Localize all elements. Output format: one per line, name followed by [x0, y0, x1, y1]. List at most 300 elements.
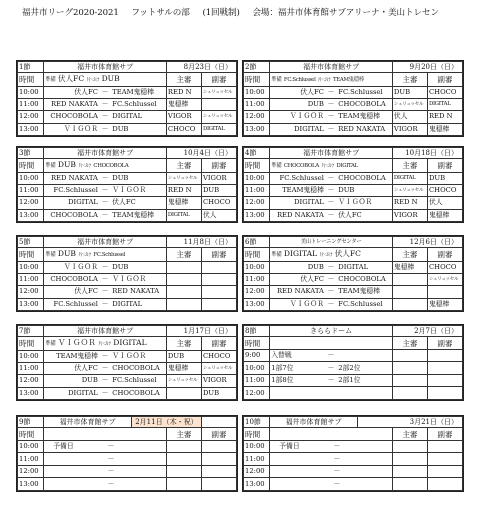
match-cell	[44, 184, 167, 196]
match-time: 12:00	[18, 197, 44, 209]
home-team: FC.Schlussel	[53, 186, 98, 195]
sub-referee-team: DIGITAL	[201, 123, 236, 135]
match-cell	[270, 478, 393, 491]
match-label: 1部8位	[271, 376, 294, 385]
prep-cell	[270, 248, 393, 261]
match-cell	[44, 261, 167, 273]
kataduke-team: CHOCOBOLA	[93, 162, 129, 169]
sub-referee-header: 副審	[427, 337, 462, 350]
prep-label: 準備	[271, 251, 282, 258]
match-time: 13:00	[18, 298, 44, 310]
match-cell	[44, 375, 167, 387]
match-cell	[44, 111, 167, 123]
referee-team: シュリュッセル	[166, 375, 201, 387]
time-header: 時間	[18, 428, 44, 441]
kataduke-label: 片づけ	[98, 341, 111, 347]
sub-referee-header: 副審	[201, 337, 236, 350]
match-cell	[44, 478, 167, 491]
versus-dash: －	[327, 112, 335, 121]
sub-referee-team	[427, 374, 462, 387]
referee-team: VIGOR	[392, 209, 427, 221]
away-team: RED NAKATA	[338, 124, 386, 133]
round-block-10	[242, 415, 464, 492]
referee-team	[392, 298, 427, 310]
sub-referee-header: 副審	[427, 73, 462, 86]
sub-referee-team: VIGOR	[201, 172, 236, 184]
versus-dash: －	[101, 198, 109, 207]
match-time: 11:00	[18, 273, 44, 285]
away-team: RED NAKATA	[112, 287, 160, 296]
home-team: 伏人FC	[300, 275, 324, 284]
home-team: DIGITAL	[68, 388, 98, 397]
kataduke-team: 伏人FC	[334, 248, 361, 258]
match-cell	[270, 453, 393, 466]
versus-dash: －	[101, 112, 109, 121]
round-date: 10月4日（日）	[166, 148, 236, 159]
match-time: 11:00	[18, 453, 44, 466]
referee-header: 主審	[392, 159, 427, 172]
sub-referee-team: DUB	[201, 387, 236, 399]
match-time: 13:00	[18, 123, 44, 135]
referee-header: 主審	[392, 248, 427, 261]
versus-dash: －	[101, 299, 109, 308]
match-time: 13:00	[244, 209, 270, 221]
referee-header: 主審	[166, 73, 201, 86]
prep-team: DUB	[57, 159, 76, 169]
sub-referee-team: 鬼穏棒	[427, 298, 462, 310]
schedule-table	[17, 147, 237, 222]
match-cell	[270, 273, 393, 285]
referee-team	[392, 374, 427, 387]
schedule-table	[243, 236, 463, 311]
prep-label: 準備	[45, 76, 56, 83]
venue-label: 会場：福井市体育館サブアリーナ・美山トレセン	[252, 8, 439, 18]
match-time: 12:00	[244, 387, 270, 400]
versus-dash: －	[333, 479, 341, 488]
home-team: 伏人FC	[300, 87, 324, 96]
versus-dash: －	[107, 454, 115, 463]
match-cell	[44, 387, 167, 399]
round-number: 6節	[244, 237, 270, 248]
match-time: 13:00	[244, 298, 270, 310]
referee-team	[166, 298, 201, 310]
schedule-table	[17, 236, 237, 311]
prep-cell	[270, 428, 393, 441]
match-time: 11:00	[18, 98, 44, 110]
kataduke-label: 片づけ	[321, 163, 334, 169]
round-venue: きららドーム	[270, 326, 393, 337]
round-number: 8節	[244, 326, 270, 337]
time-header: 時間	[18, 337, 44, 350]
versus-dash: －	[101, 275, 109, 284]
match-cell	[44, 123, 167, 135]
match-label: 予備日	[53, 442, 74, 451]
match-cell	[44, 362, 167, 374]
round-date: 3月21日（日）	[357, 417, 462, 428]
versus-dash: －	[327, 262, 335, 271]
prep-cell	[44, 337, 167, 350]
kataduke-team: DUB	[101, 73, 120, 83]
match-time: 13:00	[18, 478, 44, 491]
prep-team: FC.Schlussel	[283, 76, 316, 83]
away-team: FC.Schlussel	[112, 376, 157, 385]
away-team: FC.Schlussel	[338, 87, 383, 96]
match-time: 11:00	[244, 98, 270, 110]
home-team: CHOCOBOLA	[50, 112, 98, 121]
versus-dash: －	[327, 173, 335, 182]
match-cell	[44, 350, 167, 362]
referee-team	[392, 286, 427, 298]
match-label-2: 2部1位	[338, 376, 361, 385]
match-cell	[44, 298, 167, 310]
match-time: 10:00	[18, 261, 44, 273]
sub-referee-team	[201, 286, 236, 298]
round-venue: 福井市体育館サブ	[270, 148, 393, 159]
sub-referee-header: 副審	[201, 159, 236, 172]
versus-dash: －	[101, 210, 109, 219]
round-venue: 福井市体育館サブ	[44, 62, 167, 73]
prep-cell	[44, 428, 167, 441]
round-block-3	[16, 146, 238, 223]
kataduke-team: DIGITAL	[113, 337, 147, 347]
kataduke-label: 片づけ	[319, 252, 333, 258]
home-team: 伏人FC	[74, 87, 98, 96]
schedule-table	[243, 416, 463, 491]
match-time: 11:00	[244, 453, 270, 466]
match-time: 10:00	[244, 362, 270, 375]
home-team: RED NAKATA	[50, 100, 98, 109]
home-team: RED NAKATA	[276, 287, 324, 296]
versus-dash: －	[107, 479, 115, 488]
match-cell	[270, 98, 393, 110]
home-team: TEAM鬼穏棒	[56, 351, 98, 360]
match-cell	[44, 197, 167, 209]
kataduke-label: 片づけ	[317, 77, 331, 83]
versus-dash: －	[107, 467, 115, 476]
away-team: ＶＩＧＯＲ	[112, 351, 147, 360]
prep-label: 準備	[45, 340, 56, 347]
versus-dash: －	[333, 467, 341, 476]
versus-dash: －	[333, 442, 341, 451]
round-number: 2節	[244, 62, 270, 73]
referee-team: 伏人	[392, 111, 427, 123]
league-name: 福井市リーグ2020-2021	[22, 8, 119, 18]
sub-referee-team	[201, 261, 236, 273]
sub-referee-header: 副審	[201, 73, 236, 86]
home-team: DIGITAL	[294, 198, 324, 207]
referee-team: 鬼穏棒	[166, 197, 201, 209]
sub-referee-team: RED N	[427, 111, 462, 123]
referee-team	[166, 387, 201, 399]
prep-label: 準備	[45, 162, 56, 169]
round-date: 1月17日（日）	[166, 326, 236, 337]
match-time: 10:00	[18, 350, 44, 362]
prep-label: 準備	[271, 162, 282, 169]
match-time: 12:00	[18, 375, 44, 387]
match-cell	[44, 465, 167, 478]
versus-dash: －	[327, 287, 335, 296]
match-time: 12:00	[244, 111, 270, 123]
prep-cell	[44, 248, 167, 261]
away-team: TEAM鬼穏棒	[338, 112, 381, 121]
versus-dash: －	[101, 100, 109, 109]
referee-header: 主審	[166, 248, 201, 261]
prep-cell	[44, 73, 167, 86]
home-team: DUB	[81, 376, 98, 385]
away-team: DUB	[112, 124, 129, 133]
match-cell	[270, 349, 393, 362]
kataduke-team: TEAM鬼穏棒	[332, 76, 364, 83]
match-time: 11:00	[244, 184, 270, 196]
schedule-table	[243, 325, 463, 400]
sub-referee-header: 副審	[427, 428, 462, 441]
referee-team: シュリュッセル	[392, 98, 427, 110]
round-date: 9月20日（日）	[392, 62, 462, 73]
sub-referee-team: 鬼穏棒	[427, 123, 462, 135]
away-team: DIGITAL	[112, 112, 143, 121]
sub-referee-header: 副審	[201, 248, 236, 261]
kataduke-label: 片づけ	[78, 252, 91, 258]
schedule-table	[17, 416, 237, 491]
time-header: 時間	[18, 248, 44, 261]
referee-team: DIGITAL	[392, 172, 427, 184]
match-label: 1部7位	[271, 363, 294, 372]
versus-dash: －	[327, 351, 335, 360]
versus-dash: －	[101, 351, 109, 360]
home-team: DUB	[307, 100, 324, 109]
match-cell	[270, 197, 393, 209]
schedule-table	[243, 61, 463, 136]
match-time: 11:00	[18, 184, 44, 196]
match-time: 10:00	[18, 172, 44, 184]
referee-team: RED N	[392, 197, 427, 209]
time-header: 時間	[18, 159, 44, 172]
match-time: 12:00	[244, 197, 270, 209]
time-header: 時間	[18, 73, 44, 86]
sub-referee-team	[201, 273, 236, 285]
home-team: FC.Schlussel	[53, 299, 98, 308]
match-cell	[270, 374, 393, 387]
prep-team: DIGITAL	[283, 248, 318, 258]
match-time: 10:00	[244, 440, 270, 453]
home-team: CHOCOBOLA	[50, 210, 98, 219]
round-number: 5節	[18, 237, 44, 248]
prep-cell	[44, 159, 167, 172]
referee-team	[392, 362, 427, 375]
round-block-2	[242, 60, 464, 137]
home-team: ＶＩＧＯＲ	[63, 262, 98, 271]
event-name: フットサルの部	[131, 8, 190, 18]
match-cell	[44, 209, 167, 221]
sub-referee-header: 副審	[201, 428, 236, 441]
away-team: ＶＩＧＯＲ	[112, 275, 147, 284]
schedule-table	[243, 147, 463, 222]
match-cell	[270, 184, 393, 196]
sub-referee-team: CHOCO	[201, 350, 236, 362]
round-venue: 福井市体育館サブ	[44, 237, 167, 248]
round-venue: 福井市体育館サブ	[44, 417, 132, 428]
prep-cell	[270, 337, 393, 350]
match-time: 13:00	[18, 209, 44, 221]
referee-team: CHOCO	[166, 123, 201, 135]
versus-dash: －	[101, 287, 109, 296]
home-team: 伏人FC	[74, 287, 98, 296]
round-number: 9節	[18, 417, 44, 428]
round-block-7	[16, 324, 238, 401]
away-team: FC.Schlussel	[338, 299, 383, 308]
away-team: CHOCOBOLA	[338, 173, 386, 182]
versus-dash: －	[327, 124, 335, 133]
away-team: TEAM鬼穏棒	[338, 287, 381, 296]
sub-referee-team: シュリュッセル	[201, 362, 236, 374]
round-number: 1節	[18, 62, 44, 73]
versus-dash: －	[327, 87, 335, 96]
away-team: DIGITAL	[338, 262, 369, 271]
sub-referee-team	[427, 387, 462, 400]
home-team: 伏人FC	[74, 364, 98, 373]
match-time: 10:00	[18, 86, 44, 98]
match-time: 13:00	[18, 387, 44, 399]
match-cell	[44, 286, 167, 298]
round-block-6	[242, 235, 464, 312]
away-team: DUB	[112, 173, 129, 182]
round-block-4	[242, 146, 464, 223]
match-time: 11:00	[18, 362, 44, 374]
versus-dash: －	[101, 124, 109, 133]
match-time: 11:00	[244, 273, 270, 285]
versus-dash: －	[101, 364, 109, 373]
sub-referee-team	[201, 298, 236, 310]
round-block-5	[16, 235, 238, 312]
referee-header: 主審	[392, 73, 427, 86]
time-header: 時間	[244, 159, 270, 172]
prep-label: 準備	[45, 251, 56, 258]
match-label-2: 2部2位	[338, 363, 361, 372]
referee-team	[392, 349, 427, 362]
versus-dash: －	[101, 186, 109, 195]
time-header: 時間	[244, 428, 270, 441]
sub-referee-team	[427, 362, 462, 375]
sub-referee-team: 伏人	[201, 209, 236, 221]
home-team: FC.Schlussel	[279, 173, 324, 182]
home-team: ＶＩＧＯＲ	[63, 124, 98, 133]
referee-team: DIGITAL	[166, 209, 201, 221]
sub-referee-team: シュリュッセル	[201, 111, 236, 123]
time-header: 時間	[244, 337, 270, 350]
referee-header: 主審	[166, 159, 201, 172]
referee-team: 鬼穏棒	[392, 261, 427, 273]
referee-team: 鬼穏棒	[166, 362, 201, 374]
round-block-8	[242, 324, 464, 401]
round-venue: 福井市体育館サブ	[270, 417, 358, 428]
sub-referee-team: DIGITAL	[427, 98, 462, 110]
away-team: ＶＩＧＯＲ	[112, 186, 147, 195]
away-team: CHOCOBOLA	[112, 388, 160, 397]
round-venue: 福井市体育館サブ	[44, 148, 167, 159]
home-team: RED NAKATA	[276, 210, 324, 219]
time-header: 時間	[244, 248, 270, 261]
referee-header: 主審	[392, 337, 427, 350]
format-label: (1回戦制)	[202, 8, 240, 18]
home-team: DUB	[307, 262, 324, 271]
sub-referee-team: CHOCO	[427, 261, 462, 273]
match-cell	[270, 123, 393, 135]
prep-cell	[270, 159, 393, 172]
versus-dash: －	[327, 100, 335, 109]
away-team: DUB	[338, 186, 355, 195]
sub-referee-team: DUB	[201, 184, 236, 196]
match-label: 予備日	[279, 442, 300, 451]
referee-team: シュリュッセル	[392, 184, 427, 196]
referee-team: RED N	[166, 86, 201, 98]
home-team: DIGITAL	[68, 198, 98, 207]
referee-team: DUB	[392, 86, 427, 98]
home-team: CHOCOBOLA	[50, 275, 98, 284]
referee-header: 主審	[166, 428, 201, 441]
home-team: RED NAKATA	[50, 173, 98, 182]
sub-referee-team	[427, 349, 462, 362]
document-title	[22, 6, 472, 20]
versus-dash: －	[327, 275, 335, 284]
sub-referee-team: 伏人	[427, 197, 462, 209]
versus-dash: －	[333, 454, 341, 463]
versus-dash: －	[101, 87, 109, 96]
sub-referee-team: CHOCO	[427, 86, 462, 98]
referee-team	[392, 387, 427, 400]
schedule-table	[17, 61, 237, 136]
round-block-1	[16, 60, 238, 137]
match-cell	[270, 465, 393, 478]
away-team: CHOCOBOLA	[338, 275, 386, 284]
schedule-table	[17, 325, 237, 400]
round-block-9	[16, 415, 238, 492]
away-team: DIGITAL	[112, 299, 143, 308]
versus-dash: －	[101, 173, 109, 182]
referee-team	[166, 286, 201, 298]
prep-team: DUB	[57, 248, 76, 258]
match-time: 9:00	[244, 349, 270, 362]
kataduke-team: FC.Schlussel	[93, 251, 126, 258]
versus-dash: －	[101, 388, 109, 397]
referee-team: VIGOR	[166, 111, 201, 123]
versus-dash: －	[327, 299, 335, 308]
match-time: 13:00	[244, 123, 270, 135]
sub-referee-team: 鬼穏棒	[427, 209, 462, 221]
away-team: CHOCOBOLA	[112, 364, 160, 373]
match-cell	[270, 86, 393, 98]
sub-referee-team: シュリュッセル	[201, 86, 236, 98]
sub-referee-team: CHOCO	[201, 197, 236, 209]
round-date: 12月6日（日）	[392, 237, 462, 248]
versus-dash: －	[327, 198, 335, 207]
versus-dash: －	[101, 262, 109, 271]
away-team: 伏人FC	[112, 198, 136, 207]
away-team: 伏人FC	[338, 210, 362, 219]
match-cell	[270, 387, 393, 400]
match-time: 11:00	[244, 374, 270, 387]
match-time: 12:00	[244, 286, 270, 298]
sub-referee-team: シュリュッセル	[427, 273, 462, 285]
referee-team: 鬼穏棒	[166, 98, 201, 110]
versus-dash: －	[327, 186, 335, 195]
match-cell	[270, 298, 393, 310]
versus-dash: －	[327, 376, 335, 385]
referee-team: DUB	[166, 350, 201, 362]
round-date: 2月7日（日）	[392, 326, 462, 337]
referee-team	[392, 273, 427, 285]
away-team: DUB	[112, 262, 129, 271]
referee-team: RED N	[166, 184, 201, 196]
